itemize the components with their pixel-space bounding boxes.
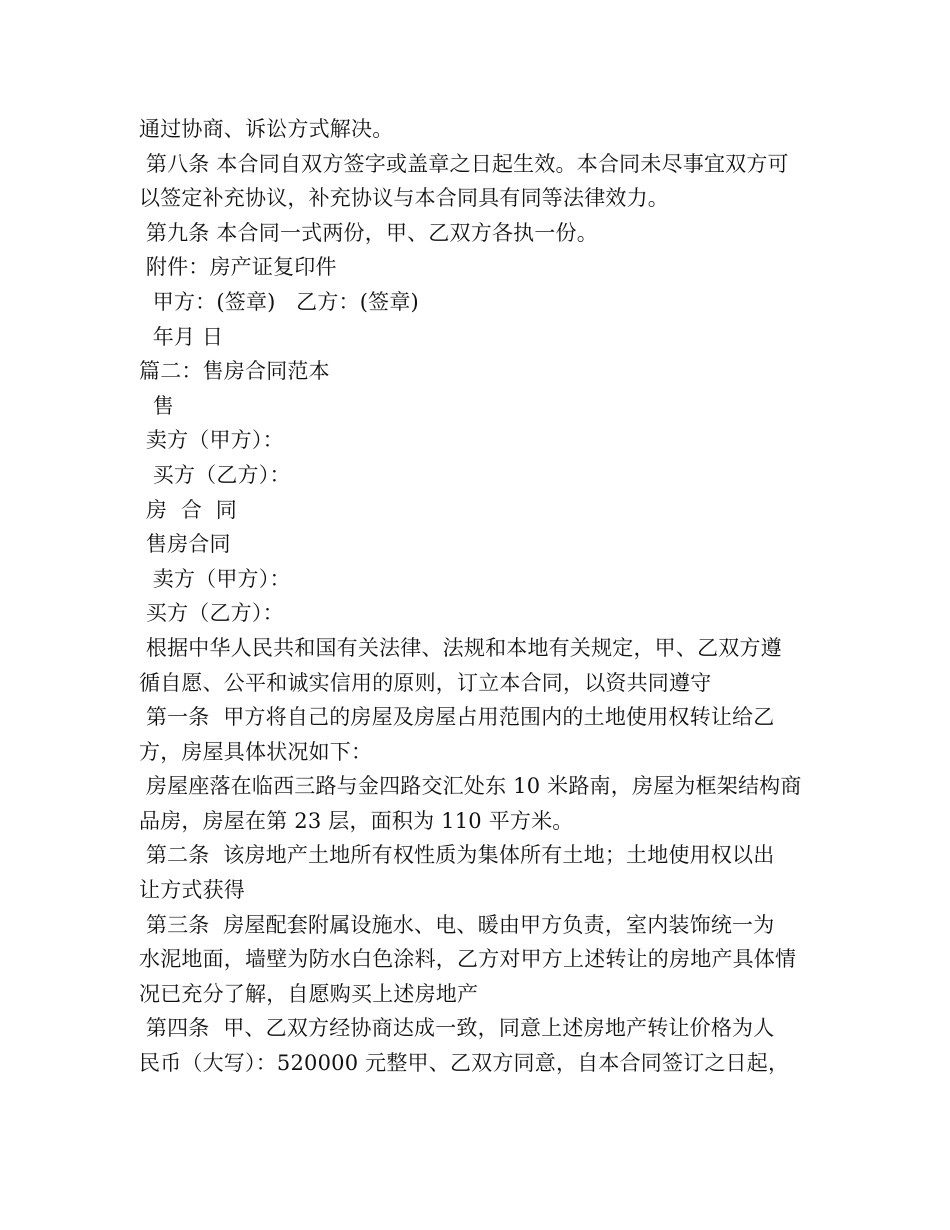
text-line: 根据中华人民共和国有关法律、法规和本地有关规定，甲、乙双方遵 [139, 635, 782, 660]
text-line: 循自愿、公平和诚实信用的原则，订立本合同，以资共同遵守 [139, 670, 712, 695]
text-line: 买方（乙方）： [139, 601, 284, 626]
text-line: 通过协商、诉讼方式解决。 [139, 117, 394, 141]
text-line: 售 [139, 393, 174, 418]
document-text [139, 112, 819, 1081]
text-line: 年月 日 [139, 324, 224, 349]
text-line: 买方（乙方）： [139, 462, 291, 487]
text-line: 第三条 房屋配套附属设施水、电、暖由甲方负责，室内装饰统一为 [139, 912, 775, 937]
contract-title: 售房合同 [139, 532, 231, 557]
text-line: 第二条 该房地产土地所有权性质为集体所有土地；土地使用权以出 [139, 843, 775, 868]
text-line: 民币（大写）：520000 元整甲、乙双方同意，自本合同签订之日起， [139, 1051, 790, 1076]
text-line: 让方式获得 [139, 878, 245, 903]
text-line: 甲方：(签章) 乙方：(签章) [139, 289, 419, 314]
text-line: 水泥地面，墙壁为防水白色涂料，乙方对甲方上述转让的房地产具体情 [139, 947, 797, 972]
text-line: 房屋座落在临西三路与金四路交汇处东 10 米路南，房屋为框架结构商 [139, 774, 802, 799]
text-line: 以签定补充协议，补充协议与本合同具有同等法律效力。 [139, 186, 669, 211]
text-line: 第九条 本合同一式两份，甲、乙双方各执一份。 [139, 220, 598, 245]
text-line: 第八条 本合同自双方签字或盖章之日起生效。本合同未尽事宜双方可 [139, 151, 789, 176]
text-line: 房 合 同 [139, 497, 237, 522]
text-line: 卖方（甲方）： [139, 566, 291, 591]
text-line: 况已充分了解，自愿购买上述房地产 [139, 981, 479, 1006]
text-line: 第四条 甲、乙双方经协商达成一致，同意上述房地产转让价格为人 [139, 1016, 775, 1041]
section-heading: 篇二：售房合同范本 [139, 359, 330, 384]
text-line: 方，房屋具体状况如下： [139, 739, 373, 764]
text-line: 附件：房产证复印件 [139, 255, 337, 280]
text-line: 第一条 甲方将自己的房屋及房屋占用范围内的土地使用权转让给乙 [139, 705, 775, 730]
text-line: 卖方（甲方）： [139, 428, 284, 453]
text-line: 品房，房屋在第 23 层，面积为 110 平方米。 [139, 808, 574, 833]
